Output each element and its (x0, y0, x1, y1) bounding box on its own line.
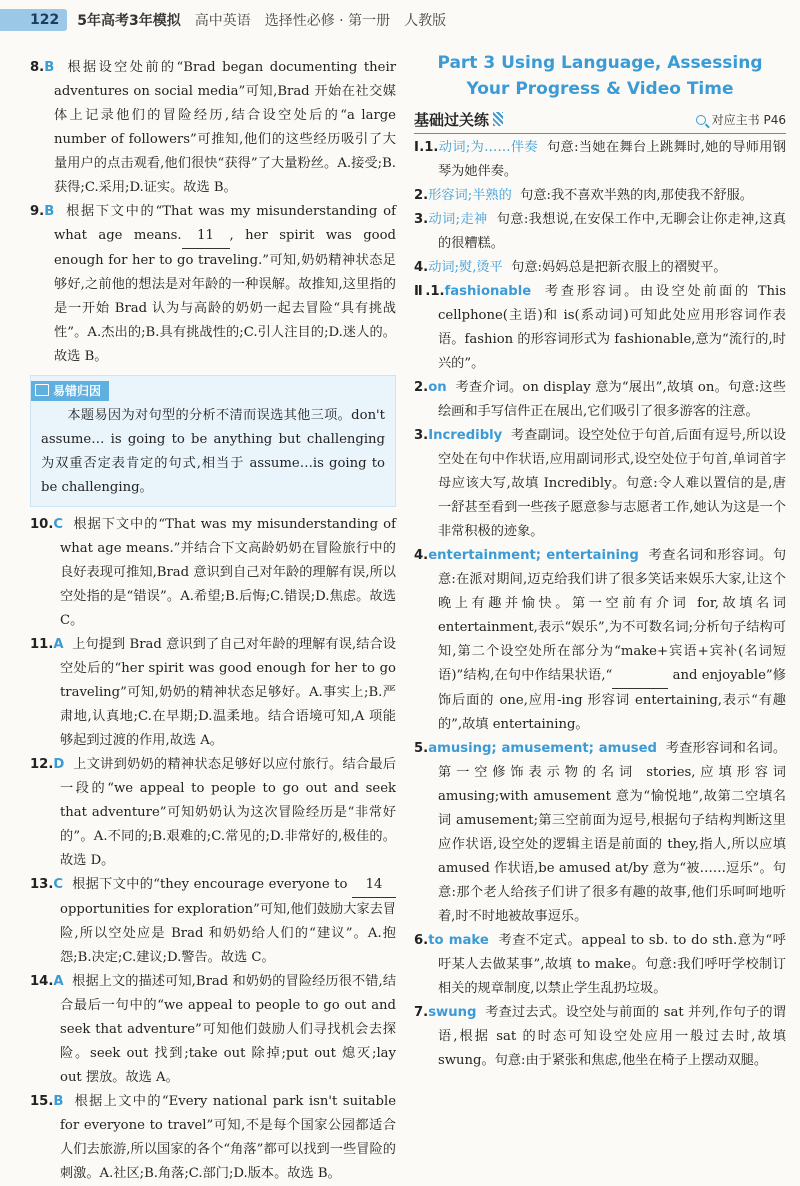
answer-item-II-7: 7.swung 考查过去式。设空处与前面的 sat 并列,作句子的谓语,根据 sat 的时态可知设空处应用一般过去时,故填 swung。句意:由于紧张和焦虑,他坐在椅子上摆动双腿。 (414, 1005, 786, 1068)
error-note-text: 本题易因为对句型的分析不清而误选其他三项。don't assume… is going to be anything but challenging 为双重否定表肯定的句式,相当于 assume…is going to be challenging。 (41, 408, 385, 495)
answer-text: fashionable (444, 284, 532, 299)
answer-letter: D (53, 757, 65, 772)
answer-item-I-2: 2.形容词;半熟的 句意:我不喜欢半熟的肉,那使我不舒服。 (414, 188, 753, 203)
answer-item-II-1: Ⅱ.1.fashionable 考查形容词。由设空处前面的 This cellphone(主语)和 is(系动词)可知此处应用形容词作表语。fashion 的形容词形式为 fashionable,意为“流行的,时兴的”。 (414, 284, 786, 371)
answer-item-I-4: 4.动词;熨,烫平 句意:妈妈总是把新衣服上的褶熨平。 (414, 260, 727, 275)
note-icon (35, 384, 49, 396)
answer-item-II-2: 2.on 考查介词。on display 意为“展出”,故填 on。句意:这些绘画和手写信件正在展出,它们吸引了很多游客的注意。 (414, 380, 786, 419)
answer-text: 形容词;半熟的 (428, 188, 512, 203)
section-header (414, 108, 786, 134)
edition-label: 人教版 (404, 13, 447, 29)
answer-letter: A (53, 637, 64, 652)
answer-text: 动词;熨,烫平 (428, 260, 503, 275)
right-column (414, 50, 786, 1073)
answer-text: amusing; amusement; amused (428, 741, 657, 756)
part-title: Part 3 Using Language, Assessing Your Progress & Video Time (437, 53, 763, 99)
answer-letter: B (44, 60, 55, 75)
answer-item-8: 8.B 根据设空处前的“Brad began documenting their adventures on social media”可知,Brad 开始在社交媒体上记录他们的冒险经历,结合设空处后的“a large number of followers”可推知,他们的这些经历吸引了大量用户的点击观看,他们很快“获得”了大量粉丝。A.接受;B.获得;C.采用;D.证实。故选 B。 (30, 60, 397, 195)
answer-item-12: 12.D 上文讲到奶奶的精神状态足够好以应付旅行。结合最后一段的“we appeal to people to go out and seek that adventure”可知奶奶认为这次冒险经历是“非常好的”。A.不同的;B.艰难的;C.常见的;D.非常好的,极佳的。故选 D。 (30, 757, 397, 868)
section-reference: 对应主书 P46 (696, 108, 786, 132)
section-label: 基础过关练 (414, 108, 503, 132)
blank-number: 11 (182, 224, 230, 249)
answer-item-13: 13.C 根据下文中的“they encourage everyone to 14 opportunities for exploration”可知,他们鼓励大家去冒险,所以空处应是 Brad 和奶奶给人们的“建议”。A.抱怨;B.决定;C.建议;D.警告。故选 C。 (30, 873, 396, 970)
answer-item-II-5: 5.amusing; amusement; amused 考查形容词和名词。第一空修饰表示物的名词 stories,应填形容词 amusing;with amusement 意为“愉悦地”,故第二空填名词 amusement;第三空前面为逗号,根据句子结构判断这里应作状语,设空处的逻辑主语是前面的 they,指人,所以应填 amused 作状语,be amused at/by 意为“被……逗乐”。句意:那个老人给孩子们讲了很多有趣的故事,他们乐呵呵地听着,时不时地被故事逗乐。 (414, 741, 787, 924)
answer-item-I-1: Ⅰ.1.动词;为……伴奏 句意:当她在舞台上跳舞时,她的导师用钢琴为她伴奏。 (414, 140, 786, 179)
answer-item-II-4: 4.entertainment; entertaining 考查名词和形容词。句意:在派对期间,迈克给我们讲了很多笑话来娱乐大家,让这个晚上有趣并愉快。第一空前有介词 for,故填名词 entertainment,表示“娱乐”,为不可数名词;分析句子结构可知,第二个设空处所在部分为“make+宾语+宾补(名词短语)”结构,在句中作结果状语,“ and enjoyable”修饰后面的 one,应用-ing 形容词 entertaining,表示“有趣的”,故填 entertaining。 (414, 548, 787, 732)
page-number: 122 (0, 9, 67, 31)
answer-letter: B (44, 204, 55, 219)
subject-label: 高中英语 (194, 13, 251, 29)
answer-letter: C (53, 877, 64, 892)
answer-text: to make (428, 933, 489, 948)
blank-line (612, 664, 668, 689)
answer-text: swung (428, 1005, 477, 1020)
answer-item-II-3: 3.Incredibly 考查副词。设空处位于句首,后面有逗号,所以设空处在句中作状语,应用副词形式,设空处位于句首,单词首字母应该大写,故填 Incredibly。句意:令人难以置信的是,唐一舒甚至看到一些孩子愿意参与志愿者工作,她认为这是一个非常积极的迹象。 (414, 428, 786, 539)
error-note-title: 易错归因 (31, 381, 109, 401)
explanation: 根据设空处前的“Brad began documenting their adventures on social media”可知,Brad 开始在社交媒体上记录他们的冒险经历,结合设空处后的“a large number of followers”可推知,他们的这些经历吸引了大量用户的点击观看,他们很快“获得”了大量粉丝。A.接受;B.获得;C.采用;D.证实。故选 B。 (54, 60, 397, 195)
volume-label: 选择性必修 · 第一册 (264, 13, 391, 29)
page-header (0, 0, 800, 40)
answer-item-10: 10.C 根据下文中的“That was my misunderstanding of what age means.”并结合下文高龄奶奶在冒险旅行中的良好表现可推知,Brad 意识到自己对年龄的理解有误,所以空处指的是“错误”。A.希望;B.后悔;C.错误;D.焦虑。故选 C。 (30, 517, 396, 628)
answer-letter: B (53, 1094, 64, 1109)
left-column (30, 56, 396, 1186)
answer-text: Incredibly (428, 428, 503, 443)
answer-text: entertainment; entertaining (428, 548, 639, 563)
blank-number: 14 (352, 873, 396, 898)
answer-item-9: 9.B 根据下文中的“That was my misunderstanding of what age means. 11 , her spirit was good enough for her to go traveling.”可知,奶奶精神状态足够好,之前他的想法是对年龄的一种误解。故推知,这里指的是一开始 Brad 认为与高龄的奶奶一起去冒险“具有挑战性”。A.杰出的;B.具有挑战性的;C.引人注目的;D.迷人的。故选 B。 (30, 204, 396, 364)
answer-item-15: 15.B 根据上文中的“Every national park isn't suitable for everyone to travel”可知,不是每个国家公园都适合人们去旅游,所以国家的各个“角落”都可以找到一些冒险的刺激。A.社区;B.角落;C.部门;D.版本。故选 B。 (30, 1094, 396, 1181)
answer-item-I-3: 3.动词;走神 句意:我想说,在安保工作中,无聊会让你走神,这真的很糟糕。 (414, 212, 786, 251)
book-title: 5年高考3年模拟 (77, 13, 181, 29)
answer-text: 动词;为……伴奏 (438, 140, 538, 155)
answer-item-II-6: 6.to make 考查不定式。appeal to sb. to do sth.意为“呼吁某人去做某事”,故填 to make。句意:我们呼吁学校制订相关的规章制度,以禁止学生乱扔垃圾。 (414, 933, 786, 996)
answer-item-14: 14.A 根据上文的描述可知,Brad 和奶奶的冒险经历很不错,结合最后一句中的“we appeal to people to go out and seek that adventure”可知他们鼓励人们寻找机会去探险。seek out 找到;take out 除掉;put out 熄灭;lay out 摆放。故选 A。 (30, 974, 397, 1085)
answer-text: on (428, 380, 447, 395)
answer-letter: A (53, 974, 64, 989)
answer-text: 动词;走神 (428, 212, 488, 227)
error-note-box (30, 375, 396, 507)
answer-item-11: 11.A 上句提到 Brad 意识到了自己对年龄的理解有误,结合设空处后的“her spirit was good enough for her to go traveling”可知,奶奶的精神状态足够好。A.事实上;B.严肃地,认真地;C.在早期;D.温柔地。结合语境可知,A 项能够起到过渡的作用,故选 A。 (30, 637, 396, 748)
answer-letter: C (53, 517, 64, 532)
search-icon (696, 115, 706, 125)
